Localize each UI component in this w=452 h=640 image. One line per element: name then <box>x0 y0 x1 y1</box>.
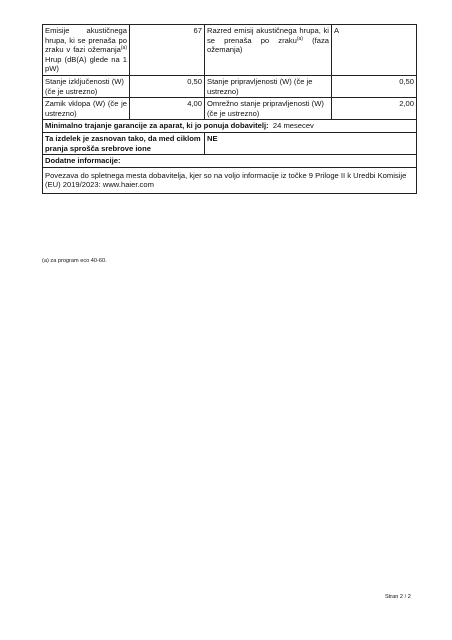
delay-network-row <box>43 98 417 120</box>
noise-class-label: Razred emisij akustičnega hrupa, ki se prenaša po zraku$^{(a)}$ (faza ožemanja) <box>205 25 332 76</box>
product-information-table <box>42 24 417 194</box>
delay-start-value: 4,00 <box>130 98 205 120</box>
warranty-row <box>43 120 417 133</box>
additional-info-text: Povezava do spletnega mesta dobavitelja, kjer so na voljo informacije iz točke 9 Priloge II k Uredbi Komisije (EU) 2019/2023: www.haier.com <box>43 167 417 193</box>
warranty-label: Minimalno trajanje garancije za aparat, ki jo ponuja dobavitelj: <box>45 121 269 131</box>
standby-value: 0,50 <box>332 75 417 97</box>
additional-info-label: Dodatne informacije: <box>43 155 417 168</box>
additional-info-header-row <box>43 155 417 168</box>
noise-class-value: A <box>332 25 417 76</box>
noise-emission-value: 67 <box>130 25 205 76</box>
network-standby-label: Omrežno stanje pripravljenosti (W) (če je ustrezno) <box>205 98 332 120</box>
noise-emission-label: Emisije akustičnega hrupa, ki se prenaša po zraku v fazi ožemanja$^{(a)}$ Hrup (dB(A) glede na 1 pW) <box>43 25 130 76</box>
silver-ions-value: NE <box>205 132 417 154</box>
warranty-cell <box>43 120 417 133</box>
power-modes-row <box>43 75 417 97</box>
additional-info-row <box>43 167 417 193</box>
standby-label: Stanje pripravljenosti (W) (če je ustrezno) <box>205 75 332 97</box>
off-mode-value: 0,50 <box>130 75 205 97</box>
off-mode-label: Stanje izključenosti (W) (če je ustrezno) <box>43 75 130 97</box>
footnote: (a) za program eco 40-60. <box>42 258 107 264</box>
noise-emission-row <box>43 25 417 76</box>
page-number: Stran 2 / 2 <box>385 594 411 600</box>
silver-ions-row <box>43 132 417 154</box>
network-standby-value: 2,00 <box>332 98 417 120</box>
delay-start-label: Zamik vklopa (W) (če je ustrezno) <box>43 98 130 120</box>
silver-ions-label: Ta izdelek je zasnovan tako, da med ciklom pranja sprošča srebrove ione <box>43 132 205 154</box>
warranty-value: 24 mesecev <box>272 121 314 131</box>
